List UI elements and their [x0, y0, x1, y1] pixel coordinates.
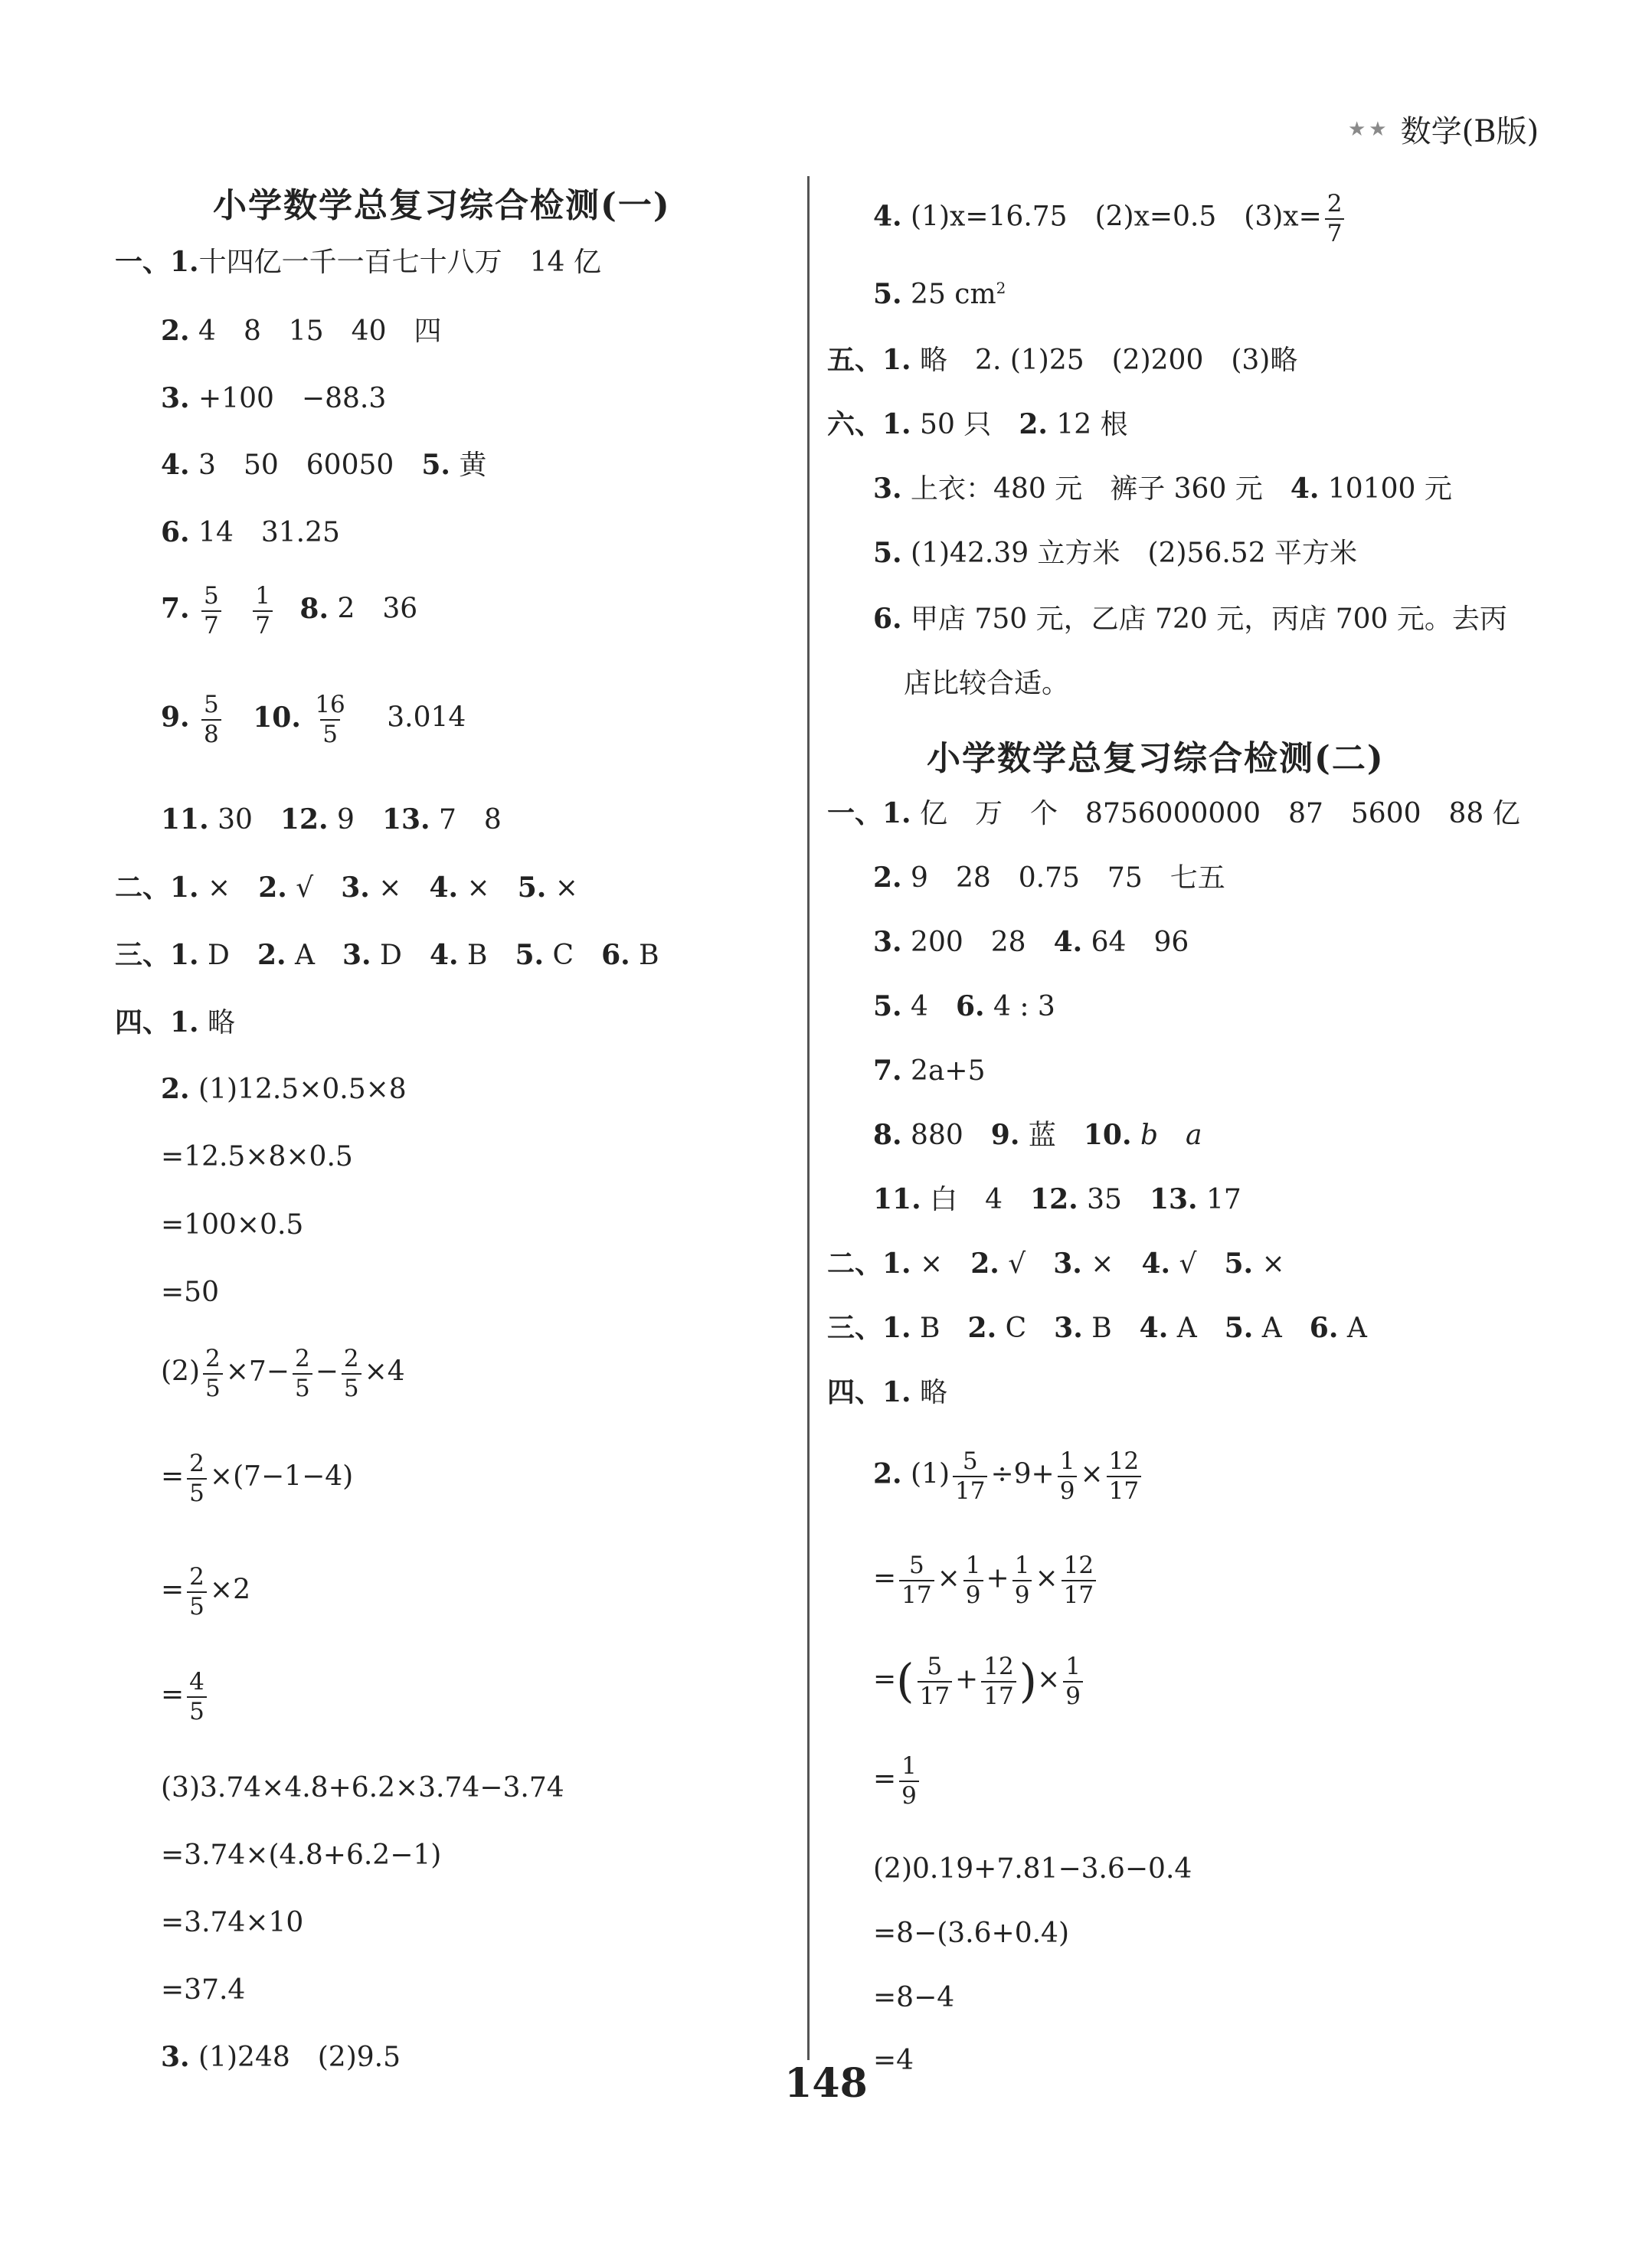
fraction: $\frac{2}{5}$: [293, 1346, 312, 1401]
calc-step: =37.4: [161, 1974, 246, 2006]
fraction: $\frac{5}{17}$: [953, 1449, 987, 1503]
q1-1: 一、1.十四亿一千一百七十八万 14 亿: [115, 246, 601, 278]
t-section-3: 三、1. B 2. C 3. B 4. A 5. A 6. A: [827, 1312, 1367, 1344]
t1-2: 2. 9 28 0.75 75 七五: [873, 862, 1225, 894]
q4-5: 5. 25 $cm^2$: [873, 278, 1006, 310]
t1-3-4: 3. 200 28 4. 64 96: [873, 926, 1189, 958]
section-5: 五、1. 略 2. (1)25 (2)200 (3)略: [827, 344, 1298, 376]
page-number: 148: [784, 2060, 868, 2107]
fraction: $\frac{1}{9}$: [1058, 1449, 1078, 1503]
fraction: $\frac{2}{5}$: [187, 1451, 207, 1506]
fraction: $\frac{1}{9}$: [899, 1754, 919, 1808]
fraction: $\frac{5}{17}$: [899, 1553, 934, 1607]
calc-step: =8−4: [873, 1982, 955, 2013]
q4-2-1: 2. (1)12.5×0.5×8: [161, 1073, 407, 1105]
q1-9-10: 9. $\frac{5}{8}$ 10. $\frac{16}{5}$ 3.014: [161, 691, 466, 748]
fraction: $\frac{1}{9}$: [1063, 1654, 1083, 1709]
calc-step: =50: [161, 1277, 219, 1308]
fraction: $\frac{1}{7}$: [253, 584, 273, 638]
t1-11-13: 11. 白 4 12. 35 13. 17: [873, 1183, 1241, 1215]
fraction: $\frac{16}{5}$: [315, 691, 345, 748]
t1-7: 7. 2a+5: [873, 1055, 986, 1087]
fraction: $\frac{5}{17}$: [918, 1654, 952, 1709]
q1-2: 2. 4 8 15 40 四: [161, 315, 442, 347]
calc-step: =4: [873, 2045, 914, 2076]
fraction: $\frac{4}{5}$: [187, 1670, 207, 1724]
calc-step: = $\frac{5}{17}$ × $\frac{1}{9}$ + $\frac{1}{9}$ × $\frac{12}{17}$: [873, 1553, 1099, 1607]
fraction: $\frac{1}{9}$: [1012, 1553, 1032, 1607]
t1-8-10: 8. 880 9. 蓝 10. b a: [873, 1119, 1202, 1151]
fraction: $\frac{12}{17}$: [981, 1654, 1016, 1709]
calc-step: = $\frac{2}{5}$ ×2: [161, 1563, 250, 1620]
q6-3-4: 3. 上衣：480 元 裤子 360 元 4. 10100 元: [873, 473, 1452, 505]
fraction: $\frac{2}{7}$: [1325, 191, 1345, 246]
t-section-2: 二、1. × 2. √ 3. × 4. √ 5. ×: [827, 1248, 1285, 1280]
q4-2-2: (2) $\frac{2}{5}$ ×7− $\frac{2}{5}$ − $\frac{2}{5}$ ×4: [161, 1345, 405, 1402]
q1-3: 3. +100 −88.3: [161, 382, 387, 414]
q4-2-3: (3)3.74×4.8+6.2×3.74−3.74: [161, 1772, 564, 1804]
fraction: $\frac{2}{5}$: [203, 1346, 223, 1401]
subject-label: 数学(B版): [1400, 114, 1539, 149]
calc-step: =12.5×8×0.5: [161, 1141, 353, 1172]
page-header: [1348, 107, 1539, 151]
t1-5-6: 5. 4 6. 4 : 3: [873, 990, 1055, 1022]
calc-step: =100×0.5: [161, 1209, 304, 1241]
fraction: $\frac{2}{5}$: [342, 1346, 361, 1401]
t1-1: 一、1. 亿 万 个 8756000000 87 5600 88 亿: [827, 797, 1520, 829]
fraction: $\frac{2}{5}$: [187, 1565, 207, 1619]
section-6-1-2: 六、1. 50 只 2. 12 根: [827, 408, 1128, 440]
t4-2-1: 2. (1) $\frac{5}{17}$ ÷9+ $\frac{1}{9}$ × $\frac{12}{17}$: [873, 1449, 1144, 1503]
q6-6-cont: 店比较合适。: [904, 668, 1070, 699]
calc-step: =3.74×10: [161, 1907, 304, 1938]
fraction: $\frac{12}{17}$: [1107, 1449, 1141, 1503]
calc-step: =( $\frac{5}{17}$ + $\frac{12}{17}$ )× $\frac{1}{9}$: [873, 1654, 1086, 1709]
test-2-title: 小学数学总复习综合检测(二): [927, 739, 1385, 778]
rating-stars-icon: ★★: [1348, 117, 1390, 141]
section-2: 二、1. × 2. √ 3. × 4. × 5. ×: [115, 872, 578, 904]
calc-step: =3.74×(4.8+6.2−1): [161, 1840, 442, 1871]
calc-step: =8−(3.6+0.4): [873, 1918, 1069, 1949]
fraction: $\frac{1}{9}$: [963, 1553, 983, 1607]
q4-4: 4. (1)x=16.75 (2)x=0.5 (3)x= $\frac{2}{7}$: [873, 191, 1347, 246]
q6-6: 6. 甲店 750 元，乙店 720 元，丙店 700 元。去丙: [873, 603, 1507, 635]
t4-2-2: (2)0.19+7.81−3.6−0.4: [873, 1853, 1192, 1885]
q1-4-5: 4. 3 50 60050 5. 黄: [161, 449, 487, 481]
t-section-4-1: 四、1. 略: [827, 1376, 948, 1408]
q1-6: 6. 14 31.25: [161, 516, 340, 548]
q1-7-8: 7. $\frac{5}{7}$ $\frac{1}{7}$ 8. 2 36: [161, 582, 418, 639]
section-3: 三、1. D 2. A 3. D 4. B 5. C 6. B: [115, 939, 659, 971]
fraction: $\frac{5}{7}$: [201, 584, 221, 638]
q1-11-13: 11. 30 12. 9 13. 7 8: [161, 803, 502, 836]
calc-step: = $\frac{1}{9}$: [873, 1754, 922, 1808]
q6-5: 5. (1)42.39 立方米 (2)56.52 平方米: [873, 537, 1358, 569]
fraction: $\frac{5}{8}$: [201, 692, 221, 747]
calc-step: = $\frac{2}{5}$ ×(7−1−4): [161, 1450, 354, 1507]
test-1-title: 小学数学总复习综合检测(一): [213, 186, 671, 225]
q4-3: 3. (1)248 (2)9.5: [161, 2041, 401, 2073]
column-divider: [807, 176, 810, 2060]
calc-step: = $\frac{4}{5}$: [161, 1670, 210, 1724]
fraction: $\frac{12}{17}$: [1062, 1553, 1096, 1607]
section-4-1: 四、1. 略: [115, 1006, 236, 1038]
